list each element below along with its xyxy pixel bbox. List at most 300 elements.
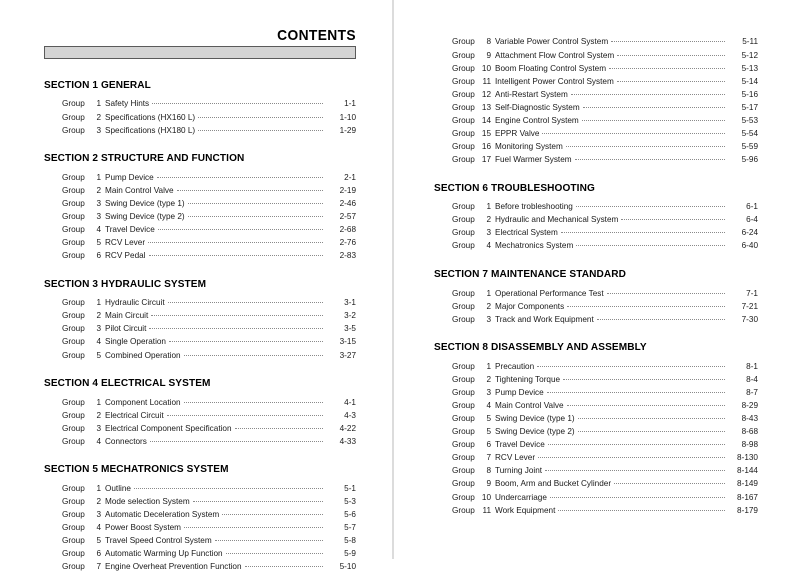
toc-entry-page-number: 4-22 — [339, 423, 356, 433]
toc-entry[interactable] — [452, 36, 758, 49]
toc-entry-list — [44, 171, 356, 263]
toc-entry[interactable] — [452, 201, 758, 214]
toc-entry-group-number: 8 — [486, 37, 491, 47]
toc-entry-group-label: Group — [62, 483, 85, 493]
toc-entry[interactable] — [452, 75, 758, 88]
toc-entry-group-number: 3 — [96, 211, 101, 221]
toc-entry[interactable] — [452, 360, 758, 373]
toc-entry-title: Mechatronics System — [495, 241, 574, 251]
toc-entry-dot-leader — [617, 55, 725, 56]
toc-entry[interactable] — [62, 184, 356, 197]
toc-entry-group-label: Group — [452, 427, 475, 437]
toc-entry-group-label: Group — [452, 142, 475, 152]
toc-entry-group-label: Group — [452, 155, 475, 165]
toc-entry-page-number: 8-1 — [746, 361, 758, 371]
toc-entry-group-number: 8 — [486, 466, 491, 476]
toc-entry-title: Tightening Torque — [495, 374, 561, 384]
toc-section — [44, 463, 356, 574]
toc-entry[interactable] — [452, 49, 758, 62]
toc-entry-dot-leader — [607, 293, 725, 294]
toc-entry[interactable] — [62, 323, 356, 336]
toc-entry-title: Intelligent Power Control System — [495, 76, 614, 86]
toc-entry[interactable] — [62, 210, 356, 223]
toc-entry-page-number: 2-68 — [339, 224, 356, 234]
toc-entry[interactable] — [452, 452, 758, 465]
toc-entry-group-number: 1 — [486, 361, 491, 371]
toc-entry-group-label: Group — [452, 215, 475, 225]
toc-entry-title: Outline — [105, 483, 131, 493]
toc-entry[interactable] — [452, 313, 758, 326]
toc-entry-title: Automatic Warming Up Function — [105, 549, 223, 559]
toc-entry-page-number: 5-9 — [344, 549, 356, 559]
toc-section — [44, 152, 356, 263]
toc-entry-dot-leader — [571, 94, 725, 95]
toc-entry-page-number: 2-19 — [339, 185, 356, 195]
toc-entry-page-number: 5-8 — [344, 536, 356, 546]
toc-entry-group-number: 16 — [481, 142, 491, 152]
toc-entry-dot-leader — [561, 232, 725, 233]
toc-entry[interactable] — [62, 197, 356, 210]
toc-entry-dot-leader — [558, 510, 725, 511]
toc-entry[interactable] — [62, 336, 356, 349]
toc-entry-group-number: 3 — [486, 228, 491, 238]
toc-entry-dot-leader — [550, 497, 725, 498]
toc-entry-dot-leader — [150, 441, 323, 442]
toc-entry-list — [44, 98, 356, 137]
toc-entry-page-number: 6-40 — [741, 241, 758, 251]
toc-entry-group-number: 3 — [486, 314, 491, 324]
toc-entry-group-number: 5 — [486, 414, 491, 424]
toc-entry-page-number: 6-1 — [746, 202, 758, 212]
toc-entry[interactable] — [452, 300, 758, 313]
toc-entry-page-number: 8-149 — [737, 479, 758, 489]
toc-entry-title: Turning Joint — [495, 466, 543, 476]
toc-entry-page-number: 5-12 — [741, 50, 758, 60]
toc-entry-group-number: 11 — [482, 76, 491, 86]
toc-entry-title: EPPR Valve — [495, 128, 540, 138]
section-title-section-3-hydraulic-system: SECTION 3 HYDRAULIC SYSTEM — [44, 277, 207, 290]
toc-entry-group-number: 5 — [96, 536, 101, 546]
toc-entry-dot-leader — [198, 117, 323, 118]
toc-entry-group-number: 5 — [96, 238, 101, 248]
toc-entry-page-number: 2-76 — [339, 238, 356, 248]
toc-entry-group-label: Group — [452, 453, 475, 463]
toc-entry-page-number: 5-96 — [741, 155, 758, 165]
toc-entry-group-number: 2 — [96, 311, 101, 321]
toc-entry-group-number: 12 — [481, 89, 491, 99]
toc-entry-page-number: 8-68 — [741, 427, 758, 437]
toc-entry-title: Self-Diagnostic System — [495, 102, 580, 112]
toc-entry-group-label: Group — [62, 397, 85, 407]
toc-entry[interactable] — [452, 465, 758, 478]
toc-entry-group-label: Group — [62, 549, 85, 559]
toc-entry-page-number: 5-14 — [741, 76, 758, 86]
toc-entry-title: Single Operation — [105, 337, 166, 347]
toc-entry-page-number: 2-57 — [339, 211, 356, 221]
toc-entry[interactable] — [452, 439, 758, 452]
toc-entry-page-number: 4-3 — [344, 410, 356, 420]
toc-entry[interactable] — [62, 561, 356, 574]
toc-entry-group-label: Group — [452, 37, 475, 47]
toc-entry[interactable] — [62, 422, 356, 435]
toc-entry[interactable] — [62, 496, 356, 509]
toc-entry-dot-leader — [188, 216, 323, 217]
toc-entry-page-number: 3-15 — [339, 337, 356, 347]
toc-entry-group-number: 2 — [96, 112, 101, 122]
toc-entry-dot-leader — [222, 514, 323, 515]
toc-section — [44, 278, 356, 362]
toc-entry-group-number: 15 — [481, 128, 491, 138]
toc-entry[interactable] — [62, 349, 356, 362]
toc-entry[interactable] — [452, 128, 758, 141]
toc-entry-group-label: Group — [452, 401, 475, 410]
toc-entry-title: Component Location — [105, 397, 181, 407]
toc-entry-title: Fuel Warmer System — [495, 155, 572, 165]
toc-entry-group-label: Group — [452, 479, 475, 489]
toc-entry-page-number: 3-1 — [344, 298, 356, 308]
toc-entry-list — [434, 36, 758, 167]
toc-entry-group-number: 4 — [96, 337, 101, 347]
toc-entry-dot-leader — [597, 319, 725, 320]
toc-entry[interactable] — [62, 482, 356, 495]
toc-entry-page-number: 2-1 — [344, 172, 356, 182]
toc-section — [44, 377, 356, 448]
toc-entry[interactable] — [452, 88, 758, 101]
toc-entry-group-label: Group — [62, 172, 85, 182]
toc-entry-group-label: Group — [62, 185, 85, 195]
toc-entry[interactable] — [452, 373, 758, 386]
toc-entry-page-number: 1-1 — [344, 99, 356, 109]
toc-entry[interactable] — [452, 386, 758, 399]
toc-entry-title: Major Components — [495, 301, 565, 311]
toc-entry-dot-leader — [578, 418, 725, 419]
toc-entry-title: Travel Speed Control System — [105, 536, 212, 546]
toc-entry[interactable] — [62, 522, 356, 535]
toc-section — [434, 182, 758, 253]
toc-entry[interactable] — [452, 413, 758, 426]
toc-entry-group-label: Group — [452, 440, 475, 450]
toc-entry-group-label: Group — [62, 337, 85, 347]
toc-entry-group-number: 9 — [486, 479, 491, 489]
toc-entry-page-number: 6-4 — [746, 215, 758, 225]
toc-entry-title: Swing Device (type 1) — [105, 198, 185, 208]
toc-entry-page-number: 6-24 — [741, 228, 758, 238]
toc-entry-page-number: 8-29 — [741, 401, 758, 410]
toc-entry-dot-leader — [621, 219, 725, 220]
toc-entry-title: Pump Device — [495, 387, 544, 397]
toc-entry-dot-leader — [245, 566, 323, 567]
toc-entry-title: Anti-Restart System — [495, 89, 568, 99]
toc-entry-group-number: 5 — [486, 427, 491, 437]
toc-entry-page-number: 8-98 — [741, 440, 758, 450]
toc-entry-page-number: 4-33 — [339, 436, 356, 446]
toc-entry-page-number: 5-59 — [741, 142, 758, 152]
toc-entry-group-number: 1 — [96, 298, 101, 308]
toc-entry-group-number: 4 — [96, 436, 101, 446]
toc-entry-dot-leader — [538, 457, 725, 458]
toc-entry-title: Connectors — [105, 436, 147, 446]
toc-entry-dot-leader — [542, 133, 725, 134]
section-title-section-8-disassembly-and-assembly: SECTION 8 DISASSEMBLY AND ASSEMBLY — [434, 341, 647, 354]
toc-entry-dot-leader — [149, 328, 323, 329]
toc-entry-title: Safety Hints — [105, 99, 150, 109]
toc-entry-title: Hydraulic Circuit — [105, 298, 165, 308]
toc-entry-page-number: 5-11 — [742, 37, 758, 47]
toc-entry-page-number: 5-16 — [741, 89, 758, 99]
toc-entry[interactable] — [452, 214, 758, 227]
toc-entry-group-number: 6 — [96, 549, 101, 559]
toc-entry-title: Engine Overheat Prevention Function — [105, 562, 242, 572]
toc-entry-page-number: 2-46 — [339, 198, 356, 208]
toc-entry-dot-leader — [151, 315, 323, 316]
toc-entry[interactable] — [452, 227, 758, 240]
toc-section — [44, 79, 356, 137]
toc-entry-title: Combined Operation — [105, 350, 181, 360]
toc-entry[interactable] — [452, 154, 758, 167]
toc-entry-list — [434, 201, 758, 253]
toc-entry-page-number: 8-7 — [746, 387, 758, 397]
toc-entry-title: Boom Floating Control System — [495, 63, 607, 73]
toc-entry-group-label: Group — [452, 361, 475, 371]
toc-entry-page-number: 5-54 — [741, 128, 758, 138]
toc-entry-title: Variable Power Control System — [495, 37, 609, 47]
toc-entry-group-label: Group — [62, 125, 85, 135]
toc-entry-dot-leader — [582, 120, 725, 121]
toc-entry-page-number: 5-6 — [344, 510, 356, 520]
toc-entry-title: Automatic Deceleration System — [105, 510, 220, 520]
toc-entry-dot-leader — [226, 553, 323, 554]
toc-entry-page-number: 5-3 — [344, 497, 356, 506]
toc-entry-group-label: Group — [452, 505, 475, 515]
toc-entry-group-number: 6 — [96, 251, 101, 261]
toc-entry-title: Pump Device — [105, 172, 154, 182]
toc-section — [434, 36, 758, 167]
toc-entry[interactable] — [452, 478, 758, 491]
toc-entry-group-label: Group — [62, 423, 85, 433]
toc-entry-group-label: Group — [62, 523, 85, 533]
toc-entry-dot-leader — [537, 366, 725, 367]
toc-entry-group-label: Group — [62, 562, 85, 572]
toc-entry-group-label: Group — [452, 314, 475, 324]
section-title-section-4-electrical-system: SECTION 4 ELECTRICAL SYSTEM — [44, 377, 211, 390]
toc-entry-group-number: 3 — [486, 387, 491, 397]
toc-entry-group-number: 10 — [481, 63, 491, 73]
toc-entry-dot-leader — [583, 107, 725, 108]
toc-entry-page-number: 8-43 — [741, 414, 758, 424]
toc-entry-group-number: 11 — [482, 505, 491, 515]
toc-entry[interactable] — [452, 491, 758, 504]
toc-entry[interactable] — [62, 124, 356, 137]
toc-entry-page-number: 2-83 — [339, 251, 356, 261]
toc-entry[interactable] — [62, 509, 356, 522]
toc-entry-group-number: 6 — [486, 440, 491, 450]
toc-entry[interactable] — [62, 250, 356, 263]
toc-entry-group-number: 2 — [96, 497, 101, 506]
toc-entry-page-number: 5-1 — [344, 483, 356, 493]
toc-entry-title: Power Boost System — [105, 523, 181, 533]
toc-entry-title: Pilot Circuit — [105, 324, 147, 334]
toc-entry-group-number: 1 — [96, 99, 101, 109]
toc-entry[interactable] — [452, 240, 758, 253]
toc-entry-group-number: 1 — [96, 483, 101, 493]
toc-entry[interactable] — [62, 396, 356, 409]
toc-entry-group-label: Group — [62, 211, 85, 221]
toc-entry[interactable] — [62, 98, 356, 111]
toc-entry-group-label: Group — [62, 99, 85, 109]
toc-entry[interactable] — [62, 111, 356, 124]
toc-entry-title: Engine Control System — [495, 115, 579, 125]
left-page — [0, 0, 392, 572]
toc-entry-title: Main Control Valve — [495, 401, 564, 410]
toc-entry-dot-leader — [614, 483, 725, 484]
toc-entry-title: Before trobleshooting — [495, 202, 573, 212]
toc-entry-title: Precaution — [495, 361, 535, 371]
toc-entry-group-number: 3 — [96, 324, 101, 334]
toc-entry-page-number: 7-30 — [741, 314, 758, 324]
toc-entry-group-number: 1 — [486, 202, 491, 212]
toc-entry[interactable] — [452, 62, 758, 75]
toc-entry-page-number: 1-29 — [339, 125, 356, 135]
toc-entry-page-number: 3-5 — [344, 324, 356, 334]
toc-entry-title: Travel Device — [495, 440, 545, 450]
toc-entry-dot-leader — [168, 302, 323, 303]
toc-entry-title: Undercarriage — [495, 492, 547, 502]
toc-entry-title: RCV Lever — [495, 453, 536, 463]
toc-entry-dot-leader — [198, 130, 323, 131]
toc-entry-page-number: 5-7 — [344, 523, 356, 533]
toc-entry-group-number: 3 — [96, 510, 101, 520]
toc-entry-dot-leader — [578, 431, 725, 432]
toc-entry-dot-leader — [134, 488, 323, 489]
toc-entry-page-number: 3-27 — [339, 350, 356, 360]
toc-entry-group-number: 2 — [486, 301, 491, 311]
toc-entry-group-number: 3 — [96, 198, 101, 208]
toc-entry-group-label: Group — [62, 350, 85, 360]
toc-entry-page-number: 8-4 — [746, 374, 758, 384]
toc-entry-title: Electrical Component Specification — [105, 423, 232, 433]
toc-entry[interactable] — [62, 310, 356, 323]
toc-entry-dot-leader — [235, 428, 323, 429]
toc-entry[interactable] — [62, 297, 356, 310]
toc-entry-group-number: 1 — [486, 288, 491, 298]
toc-entry-title: Swing Device (type 2) — [495, 427, 575, 437]
toc-entry-group-number: 2 — [486, 215, 491, 225]
toc-entry-page-number: 5-10 — [339, 562, 356, 572]
toc-entry-dot-leader — [567, 405, 725, 406]
toc-entry-list — [434, 360, 758, 517]
toc-entry[interactable] — [62, 224, 356, 237]
toc-entry-title: Main Circuit — [105, 311, 149, 321]
toc-entry[interactable] — [452, 114, 758, 127]
toc-entry-group-label: Group — [62, 510, 85, 520]
toc-entry-title: Swing Device (type 2) — [105, 211, 185, 221]
toc-entry-dot-leader — [188, 203, 323, 204]
toc-entry-group-number: 3 — [96, 125, 101, 135]
toc-entry-group-number: 4 — [486, 241, 491, 251]
toc-entry-dot-leader — [611, 41, 725, 42]
toc-entry[interactable] — [452, 400, 758, 413]
toc-entry-group-number: 7 — [486, 453, 491, 463]
toc-entry-dot-leader — [177, 190, 323, 191]
toc-entry-group-label: Group — [452, 50, 475, 60]
toc-entry-dot-leader — [617, 81, 725, 82]
toc-entry-dot-leader — [169, 341, 323, 342]
toc-entry[interactable] — [452, 426, 758, 439]
toc-entry-group-label: Group — [62, 436, 85, 446]
toc-entry[interactable] — [452, 504, 758, 517]
toc-entry-page-number: 8-167 — [737, 492, 758, 502]
toc-entry[interactable] — [62, 435, 356, 448]
toc-entry-group-label: Group — [452, 128, 475, 138]
toc-entry-title: Specifications (HX160 L) — [105, 112, 196, 122]
toc-entry-dot-leader — [547, 392, 725, 393]
toc-entry-group-label: Group — [62, 298, 85, 308]
toc-entry-group-number: 3 — [96, 423, 101, 433]
toc-entry-title: Attachment Flow Control System — [495, 50, 615, 60]
toc-entry-title: RCV Lever — [105, 238, 146, 248]
toc-entry-group-label: Group — [452, 228, 475, 238]
toc-entry-title: Specifications (HX180 L) — [105, 125, 196, 135]
toc-entry-group-label: Group — [452, 89, 475, 99]
toc-entry-group-number: 10 — [481, 492, 491, 502]
toc-entry-dot-leader — [576, 245, 725, 246]
toc-entry[interactable] — [452, 141, 758, 154]
contents-header-bar — [44, 46, 356, 59]
toc-entry-title: Operational Performance Test — [495, 288, 604, 298]
contents-header — [44, 0, 356, 59]
toc-entry-title: Travel Device — [105, 224, 155, 234]
section-title-section-1-general: SECTION 1 GENERAL — [44, 79, 151, 91]
toc-entry-group-label: Group — [62, 112, 85, 122]
toc-entry[interactable] — [62, 237, 356, 250]
right-page-sections — [434, 36, 758, 517]
toc-entry-group-label: Group — [62, 251, 85, 261]
toc-entry-title: Monitoring System — [495, 142, 563, 152]
toc-entry-dot-leader — [548, 444, 725, 445]
toc-entry[interactable] — [62, 535, 356, 548]
toc-entry-dot-leader — [609, 68, 725, 69]
toc-entry[interactable] — [452, 287, 758, 300]
toc-entry-dot-leader — [184, 527, 323, 528]
toc-entry-group-label: Group — [452, 76, 475, 86]
toc-entry-group-number: 4 — [486, 401, 491, 410]
toc-entry-page-number: 8-130 — [737, 453, 758, 463]
toc-entry-dot-leader — [567, 306, 725, 307]
page-gutter-divider — [392, 0, 394, 559]
toc-entry-group-number: 9 — [486, 50, 491, 60]
toc-entry[interactable] — [62, 409, 356, 422]
toc-entry-title: RCV Pedal — [105, 251, 146, 261]
toc-entry-group-label: Group — [452, 301, 475, 311]
section-title-section-5-mechatronics-system: SECTION 5 MECHATRONICS SYSTEM — [44, 463, 229, 476]
toc-entry-group-label: Group — [452, 102, 475, 112]
toc-entry-group-label: Group — [62, 536, 85, 546]
toc-entry-title: Boom, Arm and Bucket Cylinder — [495, 479, 612, 489]
toc-entry-dot-leader — [167, 415, 323, 416]
toc-entry[interactable] — [452, 101, 758, 114]
toc-entry-group-label: Group — [62, 324, 85, 334]
toc-entry[interactable] — [62, 171, 356, 184]
toc-entry-group-label: Group — [62, 311, 85, 321]
toc-entry-group-number: 1 — [96, 172, 101, 182]
toc-entry-dot-leader — [158, 229, 323, 230]
toc-entry-group-label: Group — [452, 374, 475, 384]
toc-entry-group-label: Group — [62, 224, 85, 234]
toc-entry-page-number: 5-13 — [741, 63, 758, 73]
toc-entry-dot-leader — [545, 470, 725, 471]
toc-entry-title: Hydraulic and Mechanical System — [495, 215, 619, 225]
toc-entry-dot-leader — [184, 355, 323, 356]
